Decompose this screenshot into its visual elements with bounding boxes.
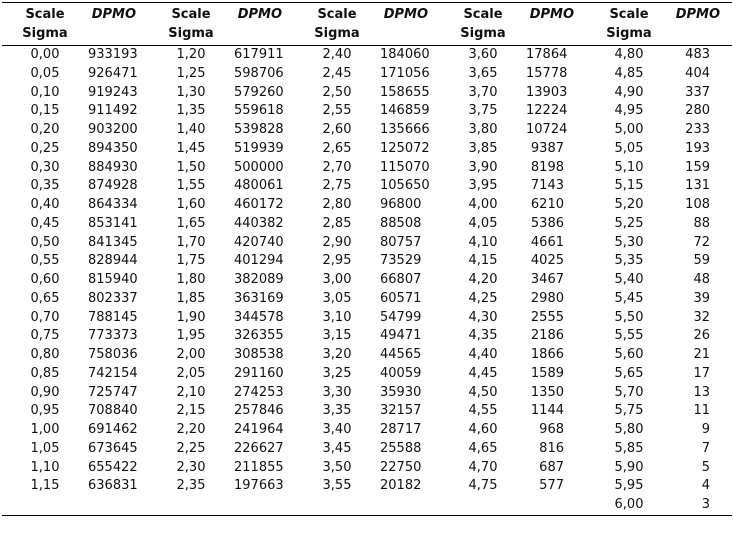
dpmo-cell: 17864 <box>526 47 568 62</box>
scale-sigma-cell: 4,90 <box>614 84 644 100</box>
table-row <box>2 440 732 459</box>
dpmo-cell: 926471 <box>88 65 138 81</box>
scale-sigma-cell: 4,15 <box>468 253 498 269</box>
scale-sigma-cell: 1,75 <box>176 253 206 269</box>
scale-sigma-cell: 0,70 <box>30 309 60 325</box>
dpmo-cell: 344578 <box>234 309 284 325</box>
scale-sigma-cell: 4,05 <box>468 215 498 231</box>
scale-sigma-cell: 5,50 <box>614 309 644 325</box>
scale-sigma-cell: 3,60 <box>468 47 498 62</box>
dpmo-cell: 291160 <box>234 365 284 381</box>
dpmo-cell: 802337 <box>88 290 138 306</box>
dpmo-cell: 88 <box>693 215 710 231</box>
scale-sigma-cell: 2,65 <box>322 140 352 156</box>
table-row <box>2 65 732 84</box>
scale-sigma-cell: 4,95 <box>614 103 644 119</box>
scale-sigma-cell: 2,55 <box>322 103 352 119</box>
dpmo-cell: 25588 <box>380 440 422 456</box>
scale-sigma-cell: 1,80 <box>176 272 206 287</box>
dpmo-cell: 636831 <box>88 478 138 494</box>
scale-sigma-cell: 1,40 <box>176 122 206 137</box>
dpmo-cell: 32157 <box>380 403 422 419</box>
scale-sigma-cell: 4,00 <box>468 197 498 212</box>
dpmo-cell <box>88 496 148 515</box>
dpmo-cell: 404 <box>685 65 710 81</box>
dpmo-cell: 226627 <box>234 440 284 456</box>
dpmo-cell <box>380 496 440 515</box>
scale-sigma-cell: 2,05 <box>176 365 206 381</box>
scale-sigma-cell: 3,45 <box>322 440 352 456</box>
table-body <box>2 46 732 516</box>
scale-sigma-cell: 2,90 <box>322 234 352 250</box>
dpmo-cell: 815940 <box>88 272 138 287</box>
dpmo-cell: 617911 <box>234 47 284 62</box>
scale-sigma-cell: 4,40 <box>468 347 498 362</box>
scale-sigma-cell: 4,45 <box>468 365 498 381</box>
scale-sigma-cell: 6,00 <box>614 497 644 512</box>
scale-sigma-cell: 1,15 <box>30 478 60 494</box>
scale-sigma-cell: 2,60 <box>322 122 352 137</box>
dpmo-cell: 131 <box>685 178 710 194</box>
dpmo-cell: 88508 <box>380 215 422 231</box>
scale-sigma-cell: 5,65 <box>614 365 644 381</box>
scale-sigma-cell: 1,35 <box>176 103 206 119</box>
scale-sigma-cell: 2,95 <box>322 253 352 269</box>
dpmo-cell: 40059 <box>380 365 422 381</box>
dpmo-cell: 382089 <box>234 272 284 287</box>
scale-sigma-cell: 0,20 <box>30 122 60 137</box>
table-row <box>2 477 732 496</box>
header-dpmo: DPMO <box>237 7 282 22</box>
table-row <box>2 196 732 215</box>
scale-sigma-cell: 3,90 <box>468 159 498 175</box>
dpmo-cell: 440382 <box>234 215 284 231</box>
dpmo-cell: 577 <box>539 478 564 494</box>
dpmo-cell: 519939 <box>234 140 284 156</box>
scale-sigma-cell: 0,05 <box>30 65 60 81</box>
scale-sigma-cell: 5,70 <box>614 384 644 400</box>
dpmo-cell: 894350 <box>88 140 138 156</box>
dpmo-cell: 211855 <box>234 459 284 475</box>
scale-sigma-cell: 5,05 <box>614 140 644 156</box>
table-row <box>2 309 732 328</box>
dpmo-cell: 9387 <box>530 140 564 156</box>
dpmo-cell: 39 <box>693 290 710 306</box>
dpmo-cell: 105650 <box>380 178 430 194</box>
dpmo-cell: 841345 <box>88 234 138 250</box>
dpmo-cell: 241964 <box>234 422 284 437</box>
dpmo-cell: 7143 <box>530 178 564 194</box>
dpmo-cell: 5 <box>701 459 710 475</box>
scale-sigma-cell: 3,20 <box>322 347 352 362</box>
dpmo-cell: 32 <box>693 309 710 325</box>
dpmo-cell: 17 <box>693 365 710 381</box>
dpmo-cell: 742154 <box>88 365 138 381</box>
dpmo-cell: 687 <box>539 459 564 475</box>
scale-sigma-cell: 0,55 <box>30 253 60 269</box>
table-row <box>2 421 732 440</box>
header-scale-sigma: Scale Sigma <box>606 7 652 41</box>
dpmo-cell: 15778 <box>526 65 568 81</box>
scale-sigma-cell: 0,15 <box>30 103 60 119</box>
table-row <box>2 215 732 234</box>
dpmo-cell <box>234 496 294 515</box>
table-row <box>2 84 732 103</box>
dpmo-cell: 853141 <box>88 215 138 231</box>
dpmo-cell: 788145 <box>88 309 138 325</box>
dpmo-cell: 2555 <box>530 309 564 325</box>
dpmo-cell: 3 <box>701 497 710 512</box>
table-row <box>2 46 732 65</box>
scale-sigma-cell: 1,50 <box>176 159 206 175</box>
scale-sigma-cell: 1,70 <box>176 234 206 250</box>
dpmo-cell: 7 <box>701 440 710 456</box>
scale-sigma-cell: 2,75 <box>322 178 352 194</box>
scale-sigma-cell: 5,40 <box>614 272 644 287</box>
header-dpmo: DPMO <box>529 7 574 22</box>
dpmo-cell: 96800 <box>380 197 422 212</box>
scale-sigma-cell: 5,25 <box>614 215 644 231</box>
dpmo-cell: 35930 <box>380 384 422 400</box>
dpmo-cell: 11 <box>693 403 710 419</box>
dpmo-cell: 1866 <box>530 347 564 362</box>
scale-sigma-cell: 1,20 <box>176 47 206 62</box>
table-header <box>2 3 732 46</box>
scale-sigma-cell: 1,25 <box>176 65 206 81</box>
dpmo-cell: 49471 <box>380 328 422 344</box>
scale-sigma-cell: 4,20 <box>468 272 498 287</box>
scale-sigma-cell: 4,25 <box>468 290 498 306</box>
scale-sigma-cell: 2,80 <box>322 197 352 212</box>
dpmo-cell: 4025 <box>530 253 564 269</box>
scale-sigma-cell: 0,90 <box>30 384 60 400</box>
dpmo-cell: 48 <box>693 272 710 287</box>
table-row <box>2 102 732 121</box>
scale-sigma-cell: 2,15 <box>176 403 206 419</box>
scale-sigma-cell: 1,10 <box>30 459 60 475</box>
scale-sigma-cell: 0,00 <box>30 47 60 62</box>
header-scale-sigma: Scale Sigma <box>168 7 214 41</box>
dpmo-cell: 559618 <box>234 103 284 119</box>
dpmo-cell: 125072 <box>380 140 430 156</box>
dpmo-cell: 420740 <box>234 234 284 250</box>
dpmo-cell: 80757 <box>380 234 422 250</box>
scale-sigma-cell: 5,30 <box>614 234 644 250</box>
scale-sigma-cell: 4,65 <box>468 440 498 456</box>
dpmo-cell: 274253 <box>234 384 284 400</box>
scale-sigma-cell: 3,40 <box>322 422 352 437</box>
table-row <box>2 252 732 271</box>
dpmo-cell: 308538 <box>234 347 284 362</box>
sigma-dpmo-table <box>2 2 732 516</box>
header-dpmo: DPMO <box>91 7 136 22</box>
dpmo-cell: 758036 <box>88 347 138 362</box>
scale-sigma-cell: 3,80 <box>468 122 498 137</box>
scale-sigma-cell: 3,25 <box>322 365 352 381</box>
scale-sigma-cell: 1,90 <box>176 309 206 325</box>
scale-sigma-cell: 1,60 <box>176 197 206 212</box>
dpmo-cell: 22750 <box>380 459 422 475</box>
scale-sigma-cell: 5,90 <box>614 459 644 475</box>
dpmo-cell: 579260 <box>234 84 284 100</box>
dpmo-cell: 903200 <box>88 122 138 137</box>
dpmo-cell: 480061 <box>234 178 284 194</box>
scale-sigma-cell: 3,85 <box>468 140 498 156</box>
scale-sigma-cell: 1,95 <box>176 328 206 344</box>
dpmo-cell: 280 <box>685 103 710 119</box>
dpmo-cell: 146859 <box>380 103 430 119</box>
header-scale-sigma: Scale Sigma <box>22 7 68 41</box>
dpmo-cell: 828944 <box>88 253 138 269</box>
scale-sigma-cell: 5,15 <box>614 178 644 194</box>
scale-sigma-cell: 2,00 <box>176 347 206 362</box>
dpmo-cell: 933193 <box>88 47 138 62</box>
dpmo-cell: 13 <box>693 384 710 400</box>
dpmo-cell: 911492 <box>88 103 138 119</box>
dpmo-cell: 2980 <box>530 290 564 306</box>
scale-sigma-cell: 5,55 <box>614 328 644 344</box>
dpmo-cell: 864334 <box>88 197 138 212</box>
dpmo-cell: 171056 <box>380 65 430 81</box>
dpmo-cell: 21 <box>693 347 710 362</box>
dpmo-cell: 874928 <box>88 178 138 194</box>
scale-sigma-cell: 1,00 <box>30 422 60 437</box>
scale-sigma-cell: 2,40 <box>322 47 352 62</box>
table-row <box>2 234 732 253</box>
scale-sigma-cell: 1,05 <box>30 440 60 456</box>
scale-sigma-cell: 1,45 <box>176 140 206 156</box>
dpmo-cell: 257846 <box>234 403 284 419</box>
table-row <box>2 271 732 290</box>
scale-sigma-cell: 5,45 <box>614 290 644 306</box>
dpmo-cell: 54799 <box>380 309 422 325</box>
scale-sigma-cell: 5,35 <box>614 253 644 269</box>
dpmo-cell: 5386 <box>530 215 564 231</box>
dpmo-cell: 9 <box>701 422 710 437</box>
dpmo-cell: 12224 <box>526 103 568 119</box>
scale-sigma-cell: 2,85 <box>322 215 352 231</box>
dpmo-cell <box>526 496 586 515</box>
dpmo-cell: 673645 <box>88 440 138 456</box>
dpmo-cell: 483 <box>685 47 710 62</box>
scale-sigma-cell <box>148 496 234 515</box>
dpmo-cell: 135666 <box>380 122 430 137</box>
scale-sigma-cell <box>2 496 88 515</box>
dpmo-cell: 193 <box>685 140 710 156</box>
scale-sigma-cell: 1,55 <box>176 178 206 194</box>
scale-sigma-cell: 0,85 <box>30 365 60 381</box>
table-row <box>2 346 732 365</box>
table-row <box>2 140 732 159</box>
scale-sigma-cell: 4,35 <box>468 328 498 344</box>
dpmo-cell: 108 <box>685 197 710 212</box>
scale-sigma-cell: 5,60 <box>614 347 644 362</box>
dpmo-cell: 4661 <box>530 234 564 250</box>
scale-sigma-cell: 3,00 <box>322 272 352 287</box>
scale-sigma-cell: 0,65 <box>30 290 60 306</box>
dpmo-cell: 1589 <box>530 365 564 381</box>
dpmo-cell: 884930 <box>88 159 138 175</box>
dpmo-cell: 59 <box>693 253 710 269</box>
scale-sigma-cell: 0,35 <box>30 178 60 194</box>
scale-sigma-cell: 3,95 <box>468 178 498 194</box>
scale-sigma-cell: 5,00 <box>614 122 644 137</box>
table-row <box>2 384 732 403</box>
dpmo-cell: 3467 <box>530 272 564 287</box>
scale-sigma-cell: 0,25 <box>30 140 60 156</box>
header-dpmo: DPMO <box>383 7 428 22</box>
dpmo-cell: 2186 <box>530 328 564 344</box>
scale-sigma-cell: 0,50 <box>30 234 60 250</box>
table-row <box>2 496 732 515</box>
table-row <box>2 159 732 178</box>
scale-sigma-cell: 2,25 <box>176 440 206 456</box>
scale-sigma-cell: 4,30 <box>468 309 498 325</box>
scale-sigma-cell: 1,85 <box>176 290 206 306</box>
dpmo-cell: 655422 <box>88 459 138 475</box>
scale-sigma-cell <box>440 496 526 515</box>
dpmo-cell: 28717 <box>380 422 422 437</box>
scale-sigma-cell: 3,70 <box>468 84 498 100</box>
scale-sigma-cell: 3,50 <box>322 459 352 475</box>
scale-sigma-cell: 4,70 <box>468 459 498 475</box>
scale-sigma-cell: 2,50 <box>322 84 352 100</box>
dpmo-cell: 197663 <box>234 478 284 494</box>
dpmo-cell: 460172 <box>234 197 284 212</box>
dpmo-cell: 20182 <box>380 478 422 494</box>
scale-sigma-cell: 0,95 <box>30 403 60 419</box>
table-row <box>2 290 732 309</box>
dpmo-cell: 10724 <box>526 122 568 137</box>
dpmo-cell: 363169 <box>234 290 284 306</box>
scale-sigma-cell: 3,10 <box>322 309 352 325</box>
header-row <box>2 3 732 46</box>
dpmo-cell: 919243 <box>88 84 138 100</box>
dpmo-cell: 500000 <box>234 159 284 175</box>
scale-sigma-cell: 5,20 <box>614 197 644 212</box>
dpmo-cell: 326355 <box>234 328 284 344</box>
scale-sigma-cell: 0,75 <box>30 328 60 344</box>
scale-sigma-cell: 2,10 <box>176 384 206 400</box>
scale-sigma-cell: 4,85 <box>614 65 644 81</box>
dpmo-cell: 816 <box>539 440 564 456</box>
scale-sigma-cell: 4,75 <box>468 478 498 494</box>
scale-sigma-cell: 3,15 <box>322 328 352 344</box>
dpmo-cell: 60571 <box>380 290 422 306</box>
dpmo-cell: 233 <box>685 122 710 137</box>
dpmo-cell: 26 <box>693 328 710 344</box>
dpmo-cell: 13903 <box>526 84 568 100</box>
scale-sigma-cell: 2,20 <box>176 422 206 437</box>
dpmo-cell: 708840 <box>88 403 138 419</box>
scale-sigma-cell: 4,80 <box>614 47 644 62</box>
dpmo-cell: 773373 <box>88 328 138 344</box>
dpmo-cell: 1144 <box>530 403 564 419</box>
header-scale-sigma: Scale Sigma <box>314 7 360 41</box>
scale-sigma-cell: 5,95 <box>614 478 644 494</box>
scale-sigma-cell: 5,80 <box>614 422 644 437</box>
dpmo-cell: 337 <box>685 84 710 100</box>
scale-sigma-cell: 0,60 <box>30 272 60 287</box>
table-row <box>2 402 732 421</box>
scale-sigma-cell: 0,80 <box>30 347 60 362</box>
dpmo-cell: 44565 <box>380 347 422 362</box>
dpmo-cell: 158655 <box>380 84 430 100</box>
scale-sigma-cell: 0,30 <box>30 159 60 175</box>
scale-sigma-cell: 0,40 <box>30 197 60 212</box>
table-row <box>2 121 732 140</box>
dpmo-cell: 4 <box>701 478 710 494</box>
scale-sigma-cell: 3,05 <box>322 290 352 306</box>
table-row <box>2 459 732 478</box>
dpmo-cell: 184060 <box>380 47 430 62</box>
dpmo-cell: 159 <box>685 159 710 175</box>
scale-sigma-cell: 0,45 <box>30 215 60 231</box>
dpmo-cell: 725747 <box>88 384 138 400</box>
dpmo-cell: 1350 <box>530 384 564 400</box>
scale-sigma-cell: 5,10 <box>614 159 644 175</box>
scale-sigma-cell: 4,10 <box>468 234 498 250</box>
dpmo-cell: 539828 <box>234 122 284 137</box>
dpmo-cell: 401294 <box>234 253 284 269</box>
header-scale-sigma: Scale Sigma <box>460 7 506 41</box>
header-dpmo: DPMO <box>675 7 720 22</box>
scale-sigma-cell: 4,50 <box>468 384 498 400</box>
scale-sigma-cell: 3,35 <box>322 403 352 419</box>
scale-sigma-cell: 4,60 <box>468 422 498 437</box>
scale-sigma-cell: 3,65 <box>468 65 498 81</box>
scale-sigma-cell: 3,30 <box>322 384 352 400</box>
scale-sigma-cell: 0,10 <box>30 84 60 100</box>
table-row <box>2 327 732 346</box>
dpmo-cell: 6210 <box>530 197 564 212</box>
scale-sigma-cell: 3,75 <box>468 103 498 119</box>
table-row <box>2 177 732 196</box>
scale-sigma-cell: 3,55 <box>322 478 352 494</box>
dpmo-cell: 691462 <box>88 422 138 437</box>
table-row <box>2 365 732 384</box>
scale-sigma-cell: 2,70 <box>322 159 352 175</box>
scale-sigma-cell <box>294 496 380 515</box>
dpmo-cell: 72 <box>693 234 710 250</box>
dpmo-cell: 8198 <box>530 159 564 175</box>
dpmo-cell: 73529 <box>380 253 422 269</box>
scale-sigma-cell: 2,45 <box>322 65 352 81</box>
scale-sigma-cell: 1,30 <box>176 84 206 100</box>
dpmo-cell: 66807 <box>380 272 422 287</box>
dpmo-cell: 598706 <box>234 65 284 81</box>
dpmo-cell: 968 <box>539 422 564 437</box>
dpmo-cell: 115070 <box>380 159 430 175</box>
scale-sigma-cell: 2,35 <box>176 478 206 494</box>
scale-sigma-cell: 2,30 <box>176 459 206 475</box>
scale-sigma-cell: 5,85 <box>614 440 644 456</box>
scale-sigma-cell: 1,65 <box>176 215 206 231</box>
scale-sigma-cell: 4,55 <box>468 403 498 419</box>
scale-sigma-cell: 5,75 <box>614 403 644 419</box>
